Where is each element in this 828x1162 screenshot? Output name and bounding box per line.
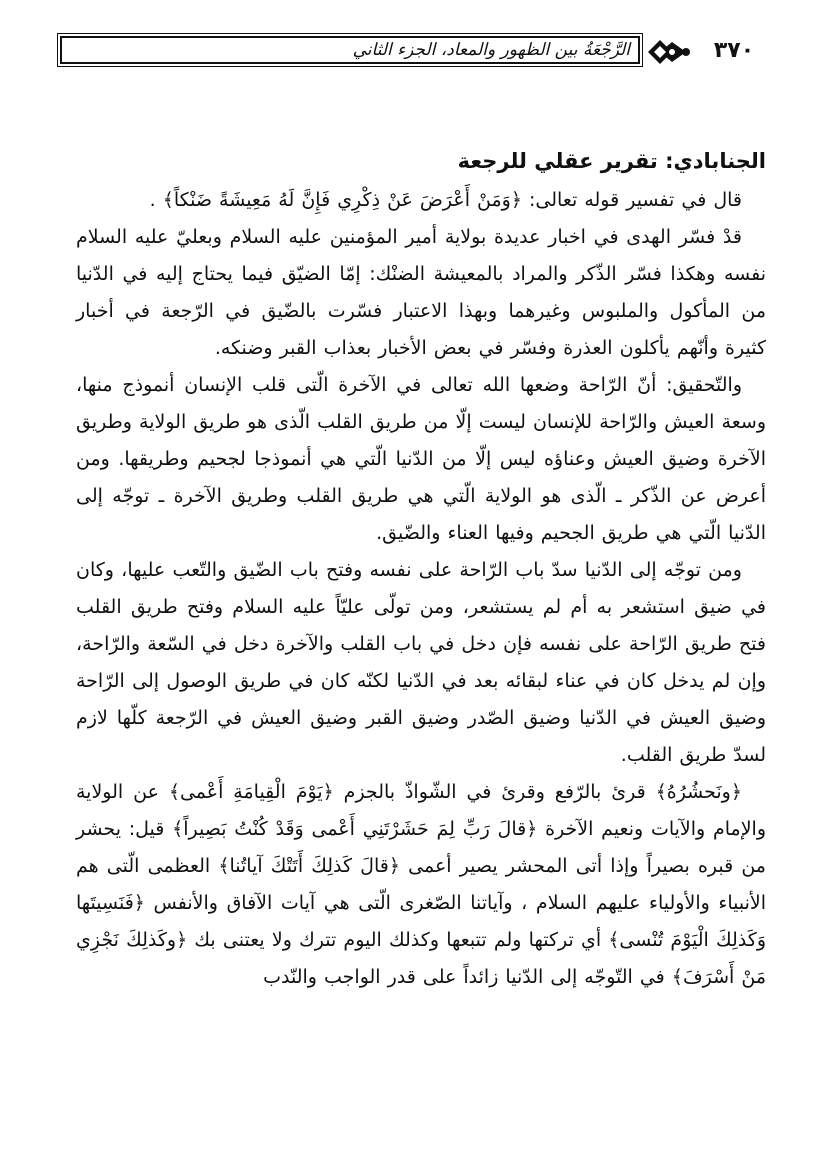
paragraph: والتّحقيق: أنّ الرّاحة وضعها الله تعالى في الآخرة الّتى قلب الإنسان أنموذج منها، وسعة العيش والرّاحة للإنسان ليست إلّا من طريق القلب الّذى هو طريق الولاية وطريق الآخرة وضيق العيش وعناؤه ليس إلّا من الدّنيا الّتي هي أنموذجا لجحيم وطريقها. ومن أعرض عن الذّكر ـ الّذى هو الولاية الّتي هي طريق القلب وطريق الآخرة ـ توجّه إلى الدّنيا الّتي هي طريق الجحيم وفيها العناء والضّيق. xyxy=(76,374,766,544)
ornament-icon xyxy=(646,32,692,72)
paragraph: قدْ فسّر الهدى في اخبار عديدة بولاية أمير المؤمنين عليه السلام وبعليّ عليه السلام نفسه وهكذا فسّر الذّكر والمراد بالمعيشة الضنْك: إمّا الضيّق فيما يحتاج إليه في الدّنيا من المأكول والملبوس وغيرهما وبهذا الاعتبار فسّرت بالضّيق في الرّجعة في أخبار كثيرة وأنّهم يأكلون العذرة وفسّر في بعض الأخبار بعذاب القبر وضنكه. xyxy=(76,226,766,359)
running-title-frame xyxy=(60,36,640,64)
paragraph: قال في تفسير قوله تعالى: ﴿وَمَنْ أَعْرَضَ عَنْ ذِكْرِي فَإِنَّ لَهُ مَعِيشَةً ضَنْكاً﴾ . xyxy=(149,189,742,211)
page-header xyxy=(60,28,770,76)
page-body xyxy=(76,144,766,996)
paragraph: ﴿ونَحشُرُهُ﴾ قرئ بالرّفع وقرئ في الشّواذّ بالجزم ﴿يَوْمَ الْقِيامَةِ أَعْمى﴾ عن الولاية والإمام والآيات ونعيم الآخرة ﴿قالَ رَبِّ لِمَ حَشَرْتَنِي أَعْمى وَقَدْ كُنْتُ بَصِيراً﴾ قيل: يحشر من قبره بصيراً وإذا أتى المحشر يصير أعمى ﴿قالَ كَذلِكَ أَتَتْكَ آياتُنا﴾ العظمى الّتى هم الأنبياء والأولياء عليهم السلام ، وآياتنا الصّغرى الّتى هي آيات الآفاق والأنفس ﴿فَنَسِيتَها وَكَذلِكَ الْيَوْمَ تُنْسى﴾ أي تركتها ولم تتبعها وكذلك اليوم تترك ولا يعتنى بك ﴿وكَذلِكَ نَجْزِي مَنْ أَسْرَفَ﴾ في التّوجّه إلى الدّنيا زائداً على قدر الواجب والنّدب xyxy=(76,781,766,988)
running-title: الرَّجْعَةُ بين الظهور والمعاد، الجزء الثاني xyxy=(352,40,630,60)
page-number: ٣٧٠ xyxy=(713,38,755,63)
paragraph: ومن توجّه إلى الدّنيا سدّ باب الرّاحة على نفسه وفتح باب الضّيق والتّعب عليها، وكان في ضيق استشعر به أم لم يستشعر، ومن تولّى عليّاً عليه السلام وفتح طريق القلب فتح طريق الرّاحة على نفسه فإن دخل في باب القلب والآخرة دخل في السّعة والرّاحة، وإن لم يدخل كان في عناء لبقائه بعد في الدّنيا لكنّه كان في طريق الوصول إلى الرّاحة وضيق العيش في الدّنيا وضيق الصّدر وضيق القبر وضيق العيش في الرّجعة كلّها لازم لسدّ طريق القلب. xyxy=(76,559,766,766)
section-heading: الجنابادي: تقرير عقلي للرجعة xyxy=(457,149,766,173)
